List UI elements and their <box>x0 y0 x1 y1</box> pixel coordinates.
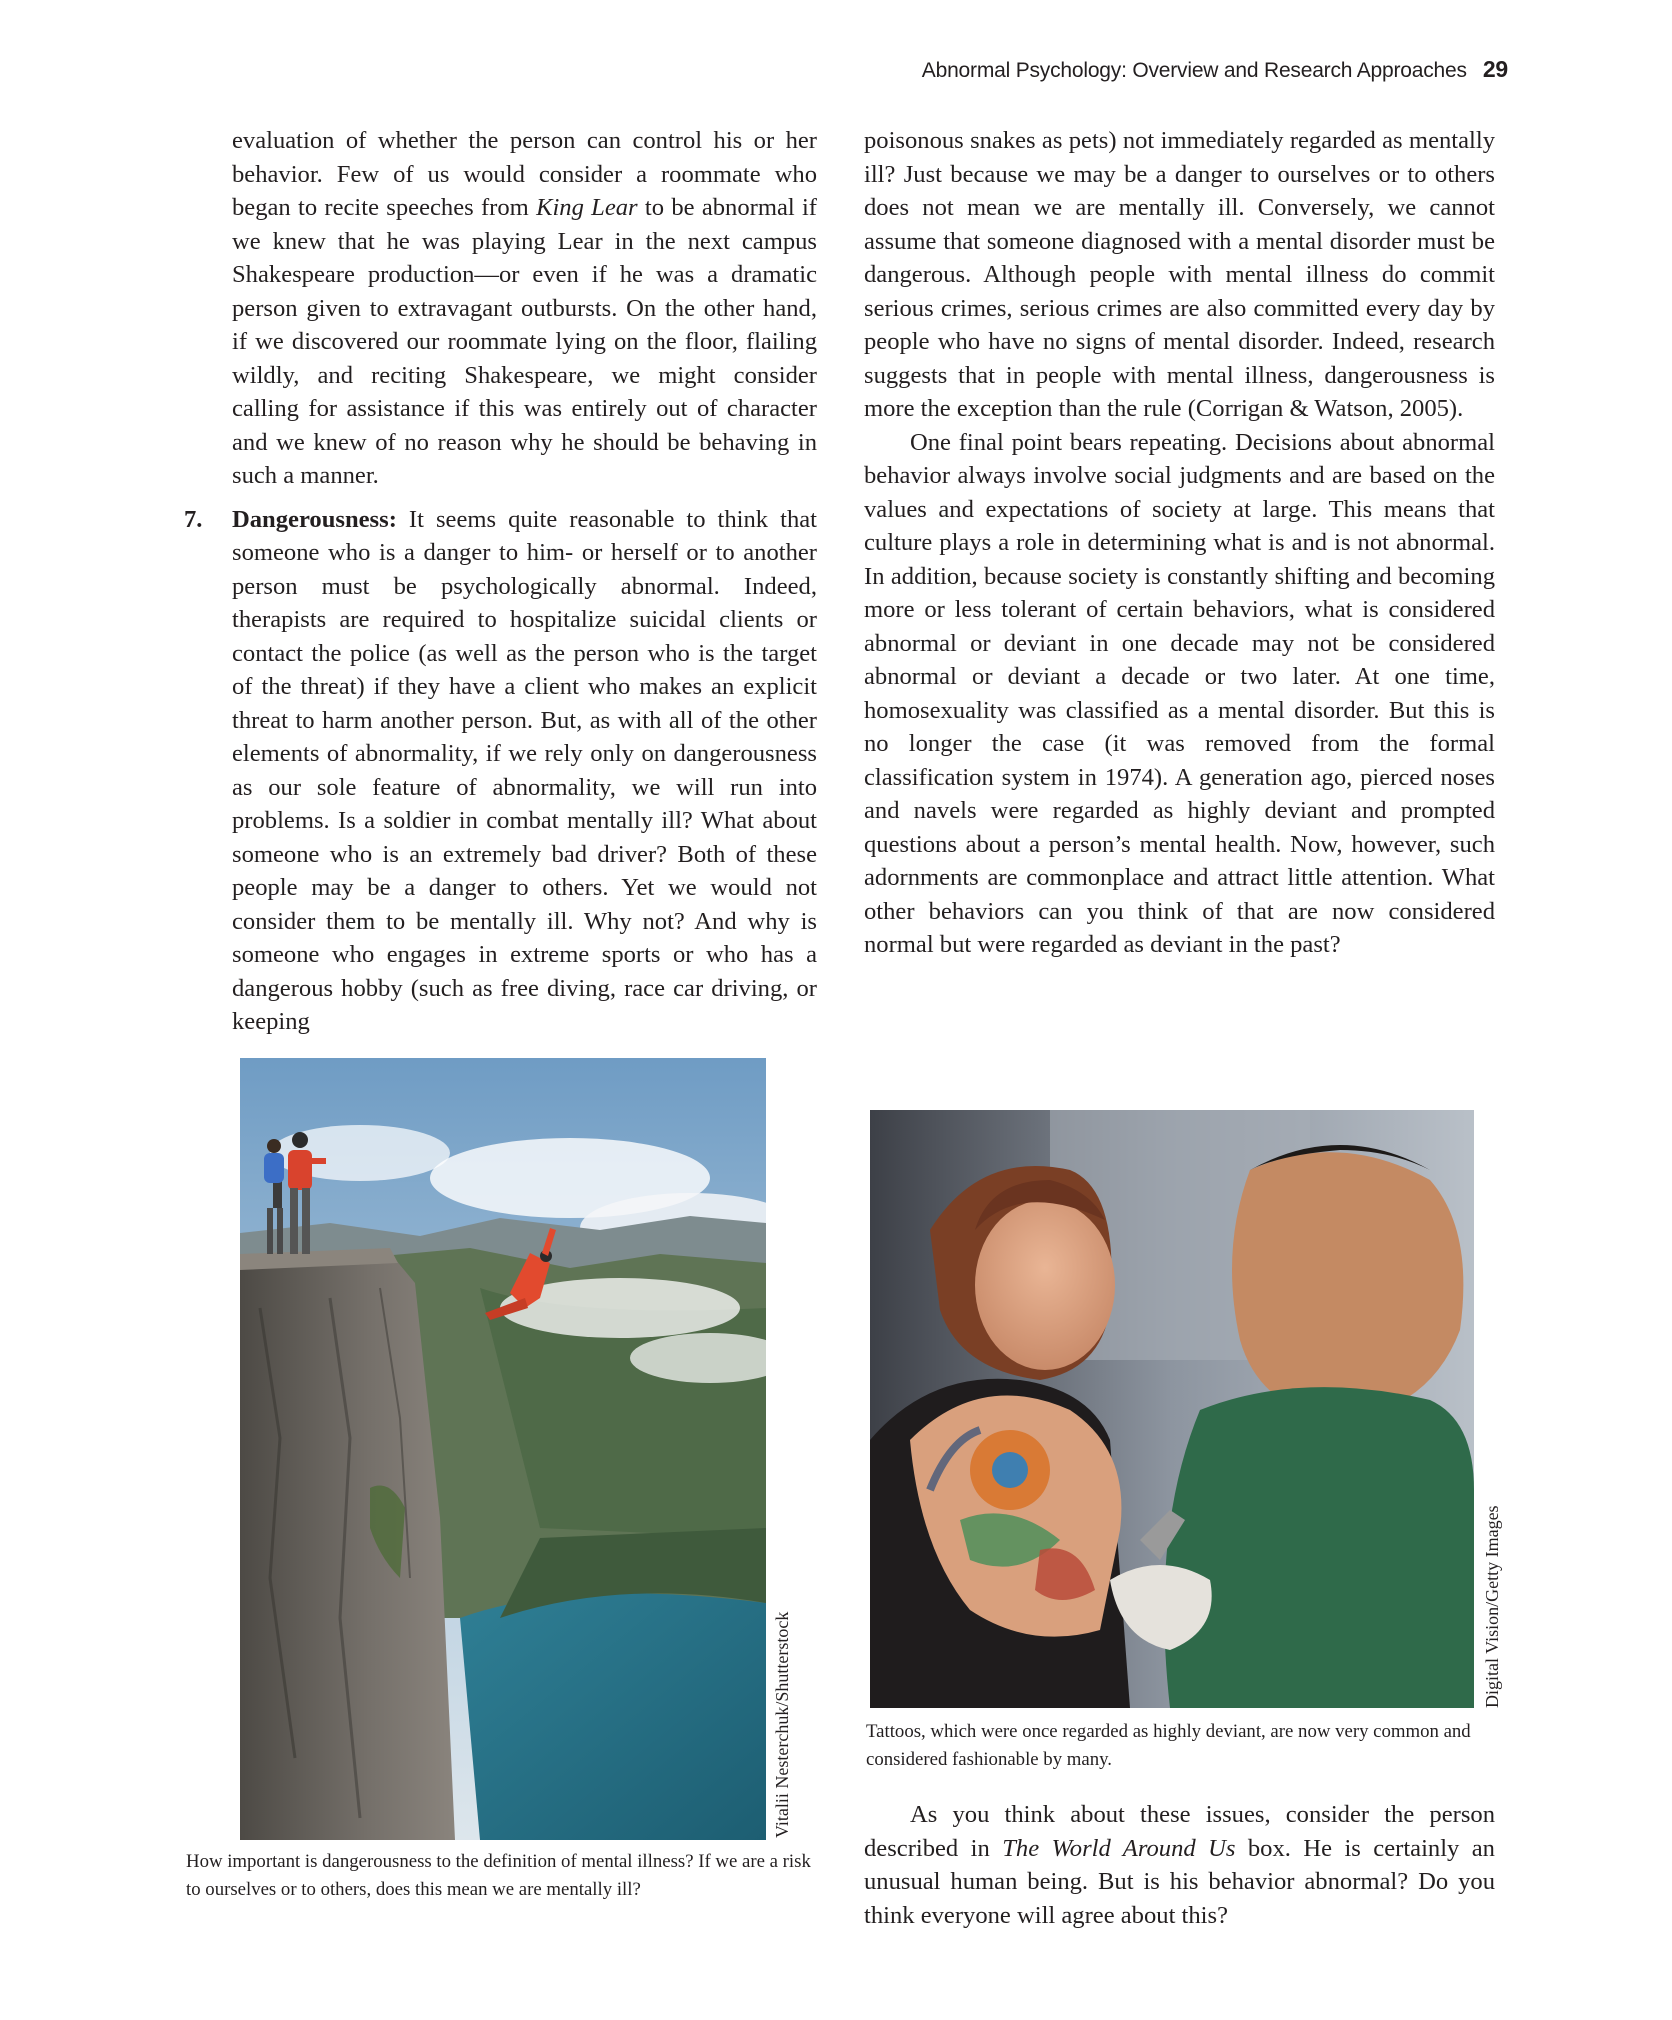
left-continuation-paragraph <box>232 124 817 493</box>
dangerousness-term: Dangerousness: <box>232 505 397 533</box>
closing-text-end: box. He is certainly an unusual human being. But is his behavior abnormal? Do you think everyone will agree about this? <box>864 1834 1495 1929</box>
right-continuation-paragraph: poisonous snakes as pets) not immediately regarded as mentally ill? Just because we may be a danger to ourselves or to others does not mean we are mentally ill. Conversely, we cannot assume that someone diagnosed with a mental disorder must be dangerous. Although people with mental illness do commit serious crimes, serious crimes are also committed every day by people who have no signs of mental disorder. Indeed, research suggests that in people with mental illness, dangerousness is more the exception than the rule (Corrigan & Watson, 2005). <box>864 127 1495 422</box>
king-lear-title: King Lear <box>536 194 638 221</box>
left-column <box>184 124 817 1039</box>
world-around-us-title: The World Around Us <box>1002 1834 1236 1862</box>
tattoo-photo-caption: Tattoos, which were once regarded as highly deviant, are now very common and considered fashionable by many. <box>866 1721 1471 1770</box>
cliff-photo-credit: Vitalii Nesterchuk/Shutterstock <box>772 1611 792 1838</box>
running-title: Abnormal Psychology: Overview and Research Approaches <box>921 59 1467 82</box>
cliff-jump-illustration <box>240 1058 766 1840</box>
closing-paragraph <box>864 1798 1495 1932</box>
tattoo-photo-credit: Digital Vision/Getty Images <box>1482 1505 1502 1708</box>
running-header <box>922 56 1508 83</box>
closing-text-start: As you think about these issues, consider the person described in <box>864 1801 1495 1862</box>
left-continuation-text: evaluation of whether the person can control his or her behavior. Few of us would consider a roommate who began to recite speeches from <box>232 127 817 221</box>
tattoo-photo <box>870 1110 1474 1708</box>
cliff-photo-caption: How important is dangerousness to the definition of mental illness? If we are a risk to ourselves or to others, does this mean we are mentally ill? <box>186 1851 811 1900</box>
left-continuation-rest: to be abnormal if we knew that he was playing Lear in the next campus Shakespeare production—or even if he was a dramatic person given to extravagant outbursts. On the other hand, if we discovered our roommate lying on the floor, flailing wildly, and reciting Shakespeare, we might consider calling for assistance if this was entirely out of character and we knew of no reason why he should be behaving in such a manner. <box>232 194 817 489</box>
right-column <box>864 124 1495 962</box>
dangerousness-text: It seems quite reasonable to think that someone who is a danger to him- or herself or to another person must be psychologically abnormal. Indeed, therapists are required to hospitalize suicidal clients or contact the police (as well as the person who is the target of the threat) if they have a client who makes an explicit threat to harm another person. But, as with all of the other elements of abnormality, if we rely only on dangerousness as our sole feature of abnormality, we will run into problems. Is a soldier in combat mentally ill? What about someone who is an extremely bad driver? Both of these people may be a danger to others. Yet we would not consider them to be mentally ill. Why not? And why is someone who engages in extreme sports or who has a dangerous hobby (such as free diving, race car driving, or keeping <box>232 505 817 1035</box>
final-point-paragraph: One final point bears repeating. Decisions about abnormal behavior always involve social judgments and are based on the values and expectations of society at large. This means that culture plays a role in determining what is and is not abnormal. In addition, because society is constantly shifting and becoming more or less tolerant of certain behaviors, what is considered abnormal or deviant in one decade may not be considered abnormal or deviant a decade or two later. At one time, homosexuality was classified as a mental disorder. But this is no longer the case (it was removed from the formal classification system in 1974). A generation ago, pierced noses and navels were regarded as highly deviant and prompted questions about a person’s mental health. Now, however, such adornments are commonplace and attract little attention. What other behaviors can you think of that are now considered normal but were regarded as deviant in the past? <box>864 428 1495 958</box>
cliff-jump-photo <box>240 1058 766 1840</box>
list-item-dangerousness <box>184 503 817 1039</box>
dangerousness-paragraph <box>232 503 817 1039</box>
bottom-paragraph <box>864 1798 1495 1932</box>
page-number: 29 <box>1482 56 1508 82</box>
list-item-number: 7. <box>184 505 203 533</box>
tattoo-illustration <box>870 1110 1474 1708</box>
